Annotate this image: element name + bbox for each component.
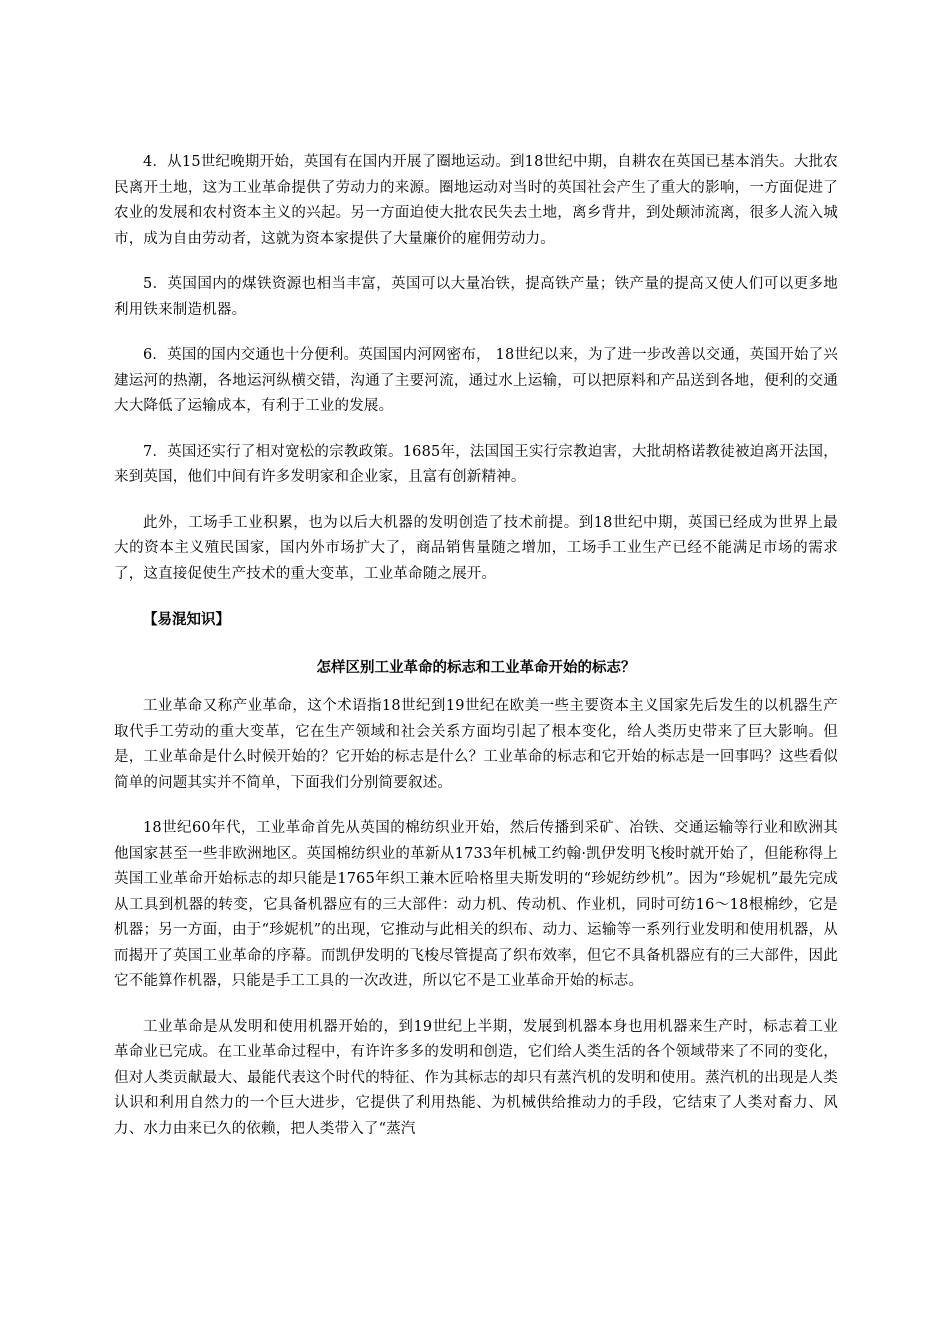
section-title: 怎样区别工业革命的标志和工业革命开始的标志？ bbox=[316, 658, 636, 676]
document-page bbox=[114, 150, 838, 1162]
paragraph-enclosure-movement: 4．从15世纪晚期开始，英国有在国内开展了圈地运动。到18世纪中期，自耕农在英国已基本消失。大批农民离开土地，这为工业革命提供了劳动力的来源。圈地运动对当时的英国社会产生了重大的影响，一方面促进了农业的发展和农村资本主义的兴起。另一方面迫使大批农民失去土地，离乡背井，到处颠沛流离，很多人流入城市，成为自由劳动者，这就为资本家提供了大量廉价的雇佣劳动力。 bbox=[114, 154, 838, 247]
paragraph-transport: 6．英国的国内交通也十分便利。英国国内河网密布， 18世纪以来，为了进一步改善以交通，英国开始了兴建运河的热潮，各地运河纵横交错，沟通了主要河流，通过水上运输，可以把原料和产品送到各地，便利的交通大大降低了运输成本，有利于工业的发展。 bbox=[114, 347, 838, 414]
paragraph-spinning-jenny: 18世纪60年代，工业革命首先从英国的棉纺织业开始，然后传播到采矿、冶铁、交通运输等行业和欧洲其他国家甚至一些非欧洲地区。英国棉纺织业的革新从1733年机械工约翰·凯伊发明飞梭时就开始了，但能称得上英国工业革命开始标志的却只能是1765年织工兼木匠哈格里夫斯发明的“珍妮纺纱机”。因为“珍妮机”最先完成从工具到机器的转变，它具备机器应有的三大部件：动力机、传动机、作业机，同时可纺16～18根棉纱，它是机器；另一方面，由于“珍妮机”的出现，它推动与此相关的织布、动力、运输等一系列行业发明和使用机器，从而揭开了英国工业革命的序幕。而凯伊发明的飞梭尽管提高了织布效率，但它不具备机器应有的三大部件，因此它不能算作机器，只能是手工工具的一次改进，所以它不是工业革命开始的标志。 bbox=[114, 820, 838, 989]
paragraph-steam-engine: 工业革命是从发明和使用机器开始的，到19世纪上半期，发展到机器本身也用机器来生产时，标志着工业革命业已完成。在工业革命过程中，有许许多多的发明和创造，它们给人类生活的各个领域带来了不同的变化，但对人类贡献最大、最能代表这个时代的特征、作为其标志的却只有蒸汽机的发明和使用。蒸汽机的出现是人类认识和利用自然力的一个巨大进步，它提供了利用热能、为机械供给推动力的手段，它结束了人类对畜力、风力、水力由来已久的依赖，把人类带入了“蒸汽 bbox=[114, 1018, 838, 1137]
paragraph-religion: 7．英国还实行了相对宽松的宗教政策。1685年，法国国王实行宗教迫害，大批胡格诺教徒被迫离开法国，来到英国，他们中间有许多发明家和企业家，且富有创新精神。 bbox=[114, 443, 838, 485]
paragraph-definition: 工业革命又称产业革命，这个术语指18世纪到19世纪在欧美一些主要资本主义国家先后发生的以机器生产取代手工劳动的重大变革，它在生产领域和社会关系方面均引起了根本变化，给人类历史带来了巨大影响。但是，工业革命是什么时候开始的？它开始的标志是什么？工业革命的标志和它开始的标志是一回事吗？这些看似简单的问题其实并不简单，下面我们分别简要叙述。 bbox=[114, 698, 838, 791]
paragraph-manufacturing: 此外，工场手工业积累，也为以后大机器的发明创造了技术前提。到18世纪中期，英国已经成为世界上最大的资本主义殖民国家，国内外市场扩大了，商品销售量随之增加，工场手工业生产已经不能满足市场的需求了，这直接促使生产技术的重大变革，工业革命随之展开。 bbox=[114, 514, 838, 582]
paragraph-coal-iron: 5．英国国内的煤铁资源也相当丰富，英国可以大量冶铁，提高铁产量；铁产量的提高又使人们可以更多地利用铁来制造机器。 bbox=[114, 276, 838, 318]
section-label: 【易混知识】 bbox=[143, 611, 230, 628]
